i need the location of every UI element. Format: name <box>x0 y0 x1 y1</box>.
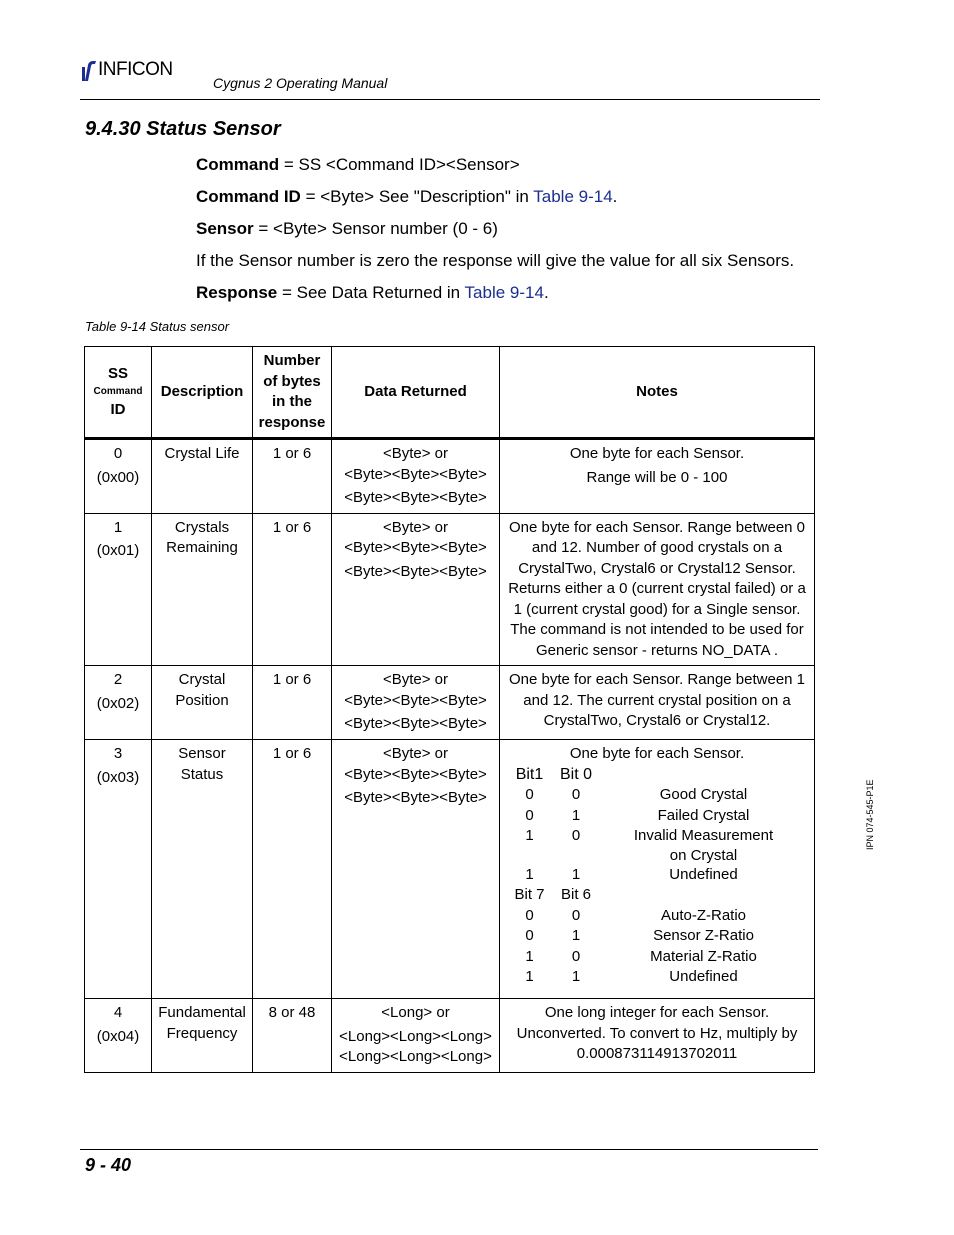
header-data-returned: Data Returned <box>332 347 500 439</box>
data-line: <Byte><Byte><Byte> <box>344 539 487 556</box>
row-description: Crystal <box>178 671 226 688</box>
data-line: <Byte><Byte><Byte> <box>344 715 487 732</box>
notes-line: Unconverted. To convert to Hz, multiply by <box>516 1024 798 1042</box>
command-id-line <box>196 187 617 207</box>
bit-row <box>503 967 811 988</box>
bit-meaning: Undefined <box>669 968 738 985</box>
bit-value: 1 <box>571 865 581 883</box>
table-link[interactable]: Table 9-14 <box>464 283 544 302</box>
cell-description <box>152 999 253 1073</box>
cell-data-returned <box>332 999 500 1073</box>
cell-data-returned <box>332 513 500 666</box>
inficon-logo-icon <box>82 61 96 81</box>
bit-row <box>503 806 811 827</box>
cell-bytes: 1 or 6 <box>253 740 332 999</box>
logo-text: INFICON <box>98 59 173 80</box>
command-id-label: Command ID <box>196 187 301 206</box>
bit-meaning: Invalid Measurement <box>633 827 774 844</box>
command-text: = SS <Command ID><Sensor> <box>279 155 520 174</box>
bit-meaning: Sensor Z-Ratio <box>653 927 754 944</box>
header-bytes-line: response <box>258 413 326 431</box>
notes-line: 1 (current crystal good) for a Single sensor. <box>513 600 801 618</box>
bit-row <box>503 826 811 847</box>
bit-value: 1 <box>525 968 534 985</box>
notes-line: One byte for each Sensor. Range between 0 <box>508 518 806 536</box>
bit-meaning: Material Z-Ratio <box>650 947 757 965</box>
cell-notes <box>500 999 815 1073</box>
data-line: <Byte> or <box>382 518 449 536</box>
cell-id <box>85 439 152 514</box>
bit-value: 0 <box>571 827 581 844</box>
cell-description <box>152 666 253 740</box>
data-line: <Byte><Byte><Byte> <box>344 562 487 580</box>
cell-bytes: 8 or 48 <box>253 999 332 1073</box>
table-caption: Table 9-14 Status sensor <box>85 319 230 334</box>
notes-line: Range will be 0 - 100 <box>586 468 728 486</box>
header-command: Command <box>93 386 143 397</box>
table-link[interactable]: Table 9-14 <box>533 187 613 206</box>
bit-meaning: on Crystal <box>669 846 738 864</box>
row-description: Fundamental <box>158 1004 246 1021</box>
command-label: Command <box>196 155 280 174</box>
data-line: <Byte><Byte><Byte> <box>344 691 487 709</box>
bit-value: 0 <box>525 906 534 924</box>
cell-bytes: 1 or 6 <box>253 666 332 740</box>
bit-header-row <box>503 765 811 786</box>
row-hex: (0x02) <box>96 694 140 712</box>
notes-line: 0.000873114913702011 <box>576 1045 738 1062</box>
bit-header-row <box>503 885 811 906</box>
bit-meaning: Good Crystal <box>659 786 748 803</box>
header-divider <box>80 99 820 100</box>
row-hex: (0x01) <box>96 542 140 559</box>
data-line: <Byte><Byte><Byte> <box>344 789 487 806</box>
header-bytes <box>253 347 332 439</box>
table-row <box>85 999 815 1073</box>
bit-value: 0 <box>525 806 534 824</box>
header-bytes-line: Number <box>263 352 321 369</box>
period: . <box>543 283 549 302</box>
header-bytes-line: of bytes <box>263 372 321 390</box>
header-bytes-line: in the <box>272 393 312 410</box>
notes-line: CrystalTwo, Crystal6 or Crystal12. <box>543 712 771 729</box>
data-line: <Byte> or <box>382 671 449 688</box>
row-id: 2 <box>113 671 123 688</box>
bit-row <box>503 906 811 927</box>
bit-value: 1 <box>525 865 534 883</box>
bit-meaning: Auto-Z-Ratio <box>660 906 747 924</box>
bit-row <box>503 926 811 947</box>
table-row <box>85 513 815 666</box>
notes-line: One byte for each Sensor. <box>569 445 745 462</box>
cell-id <box>85 740 152 999</box>
cell-data-returned <box>332 439 500 514</box>
row-description: Sensor <box>178 745 226 762</box>
command-line <box>196 155 520 175</box>
notes-line: One byte for each Sensor. <box>569 745 745 762</box>
row-id: 3 <box>113 745 123 762</box>
row-hex: (0x03) <box>96 768 140 786</box>
notes-line: CrystalTwo, Crystal6 or Crystal12 Sensor. <box>518 559 796 577</box>
page-number: 9 - 40 <box>85 1155 132 1175</box>
cell-bytes: 1 or 6 <box>253 513 332 666</box>
header-id: ID <box>110 401 126 418</box>
row-description: Status <box>180 765 224 783</box>
bit-row <box>503 847 811 865</box>
cell-id <box>85 999 152 1073</box>
bit-value: 1 <box>571 968 581 985</box>
status-sensor-table <box>84 346 815 1073</box>
bit-value: 1 <box>525 947 534 965</box>
inficon-logo <box>82 59 194 83</box>
row-description: Crystal Life <box>164 445 240 462</box>
row-description: Frequency <box>166 1024 238 1042</box>
bit-row <box>503 947 811 968</box>
row-hex: (0x00) <box>96 468 140 486</box>
bit-value: 0 <box>525 927 534 944</box>
bit-value: 0 <box>571 906 581 924</box>
cell-description <box>152 740 253 999</box>
row-id: 4 <box>113 1004 123 1021</box>
zero-note: If the Sensor number is zero the response will give the value for all six Sensors. <box>196 251 795 270</box>
data-line: <Long><Long><Long> <box>339 1027 492 1045</box>
data-line: <Byte><Byte><Byte> <box>344 465 487 483</box>
cell-description <box>152 439 253 514</box>
data-line: <Long><Long><Long> <box>339 1048 492 1065</box>
notes-line: and 12. The current crystal position on a <box>523 691 791 709</box>
cell-notes <box>500 513 815 666</box>
response-line <box>196 283 549 303</box>
row-description: Remaining <box>166 539 238 556</box>
notes-line: Generic sensor - returns NO_DATA . <box>535 641 779 659</box>
table-header-row <box>85 347 815 439</box>
cell-notes <box>500 740 815 999</box>
bit-row <box>503 785 811 806</box>
notes-line: and 12. Number of good crystals on a <box>531 539 783 556</box>
table-row <box>85 439 815 514</box>
bit-label: Bit 6 <box>560 886 591 903</box>
bit-label: Bit1 <box>515 765 544 783</box>
bit-label: Bit 7 <box>514 886 545 903</box>
command-id-text: = <Byte> See "Description" in <box>300 187 534 206</box>
bit-meaning: Failed Crystal <box>657 806 750 824</box>
header-notes: Notes <box>500 347 815 439</box>
bit-row <box>503 865 811 886</box>
row-id: 0 <box>113 445 123 462</box>
cell-data-returned <box>332 740 500 999</box>
header-ss: SS <box>107 364 128 382</box>
response-text: = See Data Returned in <box>277 283 465 302</box>
cell-bytes: 1 or 6 <box>253 439 332 514</box>
notes-line: One byte for each Sensor. Range between 1 <box>508 671 806 688</box>
header-ss-command-id <box>85 347 152 439</box>
row-description: Crystals <box>174 518 230 536</box>
section-title: 9.4.30 Status Sensor <box>85 118 281 140</box>
cell-id <box>85 513 152 666</box>
row-id: 1 <box>113 518 123 536</box>
sensor-line <box>196 219 498 239</box>
bit-meaning: Undefined <box>669 865 738 883</box>
period: . <box>612 187 618 206</box>
data-line: <Long> or <box>381 1004 450 1021</box>
notes-line: Returns either a 0 (current crystal failed) or a <box>508 580 806 597</box>
bit-value: 0 <box>571 947 581 965</box>
bit-value <box>556 847 596 865</box>
sensor-label: Sensor <box>196 219 254 238</box>
row-description: Position <box>175 691 229 709</box>
sensor-text: = <Byte> Sensor number (0 - 6) <box>253 219 498 238</box>
table-row <box>85 666 815 740</box>
data-line: <Byte><Byte><Byte> <box>344 765 487 783</box>
cell-notes <box>500 666 815 740</box>
bit-value: 0 <box>525 786 534 803</box>
bit-value: 0 <box>571 786 581 803</box>
notes-line: The command is not intended to be used for <box>510 621 804 638</box>
bit-label: Bit 0 <box>559 765 592 783</box>
header-description: Description <box>152 347 253 439</box>
manual-title: Cygnus 2 Operating Manual <box>213 75 388 91</box>
table-row <box>85 740 815 999</box>
bit-value: 1 <box>571 927 581 944</box>
data-line: <Byte> or <box>382 445 449 462</box>
bit-value: 1 <box>571 806 581 824</box>
data-line: <Byte><Byte><Byte> <box>344 489 487 506</box>
document-code: IPN 074-545-P1E <box>865 779 875 850</box>
notes-line: One long integer for each Sensor. <box>544 1004 770 1021</box>
cell-id <box>85 666 152 740</box>
cell-notes <box>500 439 815 514</box>
bit-value: 1 <box>525 827 534 844</box>
data-line: <Byte> or <box>382 745 449 762</box>
footer-divider <box>80 1149 818 1150</box>
bit-value <box>503 847 556 865</box>
cell-description <box>152 513 253 666</box>
row-hex: (0x04) <box>96 1027 140 1045</box>
response-label: Response <box>196 283 278 302</box>
cell-data-returned <box>332 666 500 740</box>
